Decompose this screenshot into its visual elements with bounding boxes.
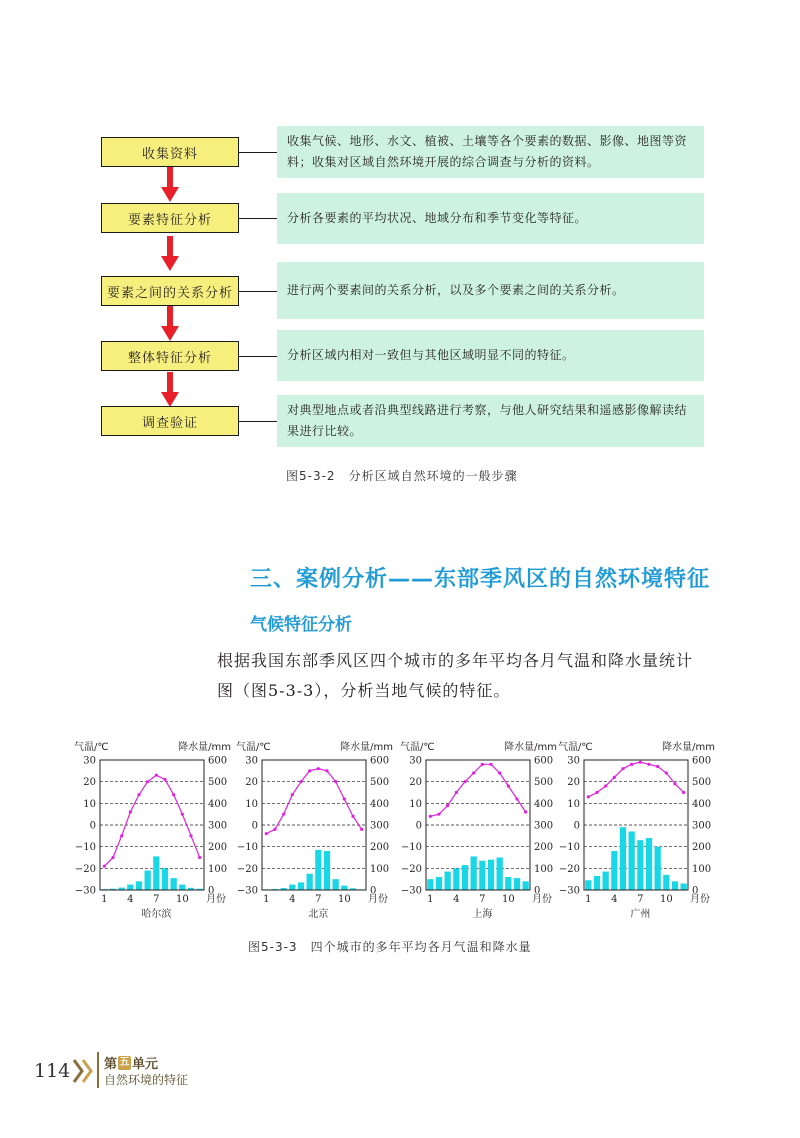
precip-bar	[324, 851, 330, 890]
y-tick-right: 100	[534, 863, 554, 875]
temperature-point	[507, 784, 510, 787]
temperature-point	[437, 813, 440, 816]
temperature-point	[630, 763, 633, 766]
temperature-point	[282, 813, 285, 816]
temperature-point	[343, 797, 346, 800]
precip-bar	[514, 878, 520, 890]
precip-bar	[594, 876, 600, 890]
temperature-point	[137, 793, 140, 796]
temperature-point	[639, 761, 642, 764]
flow-desc-overall-analysis: 分析区域内相对一致但与其他区域明显不同的特征。	[277, 330, 704, 381]
flow-step-verify: 调查验证	[101, 406, 239, 436]
x-axis-label: 月份	[532, 894, 552, 905]
y-tick-left: −20	[400, 863, 422, 875]
y-tick-left: 30	[567, 755, 580, 767]
temperature-point	[103, 865, 106, 868]
y-tick-left: 30	[245, 755, 258, 767]
y-tick-right: 200	[692, 842, 712, 854]
y-tick-right: 500	[208, 777, 228, 789]
y-tick-right: 300	[692, 820, 712, 832]
precip-bar	[637, 840, 643, 890]
y-tick-left: 10	[567, 798, 580, 810]
y-tick-right: 0	[534, 885, 541, 897]
temperature-point	[265, 832, 268, 835]
temperature-point	[682, 791, 685, 794]
y-tick-right: 600	[208, 755, 228, 767]
y-tick-right: 500	[534, 777, 554, 789]
precip-bar	[462, 865, 468, 890]
precip-bar	[505, 877, 511, 890]
temperature-point	[163, 778, 166, 781]
y-tick-left: −20	[236, 863, 258, 875]
precip-bar	[171, 878, 177, 890]
connector-line	[239, 356, 277, 357]
city-name: 哈尔滨	[141, 909, 172, 920]
down-arrow-icon	[160, 167, 180, 203]
y-tick-left: −30	[74, 885, 96, 897]
connector-line	[239, 152, 277, 153]
temperature-line	[104, 775, 199, 866]
x-tick: 7	[637, 894, 644, 905]
precip-bar	[672, 881, 678, 890]
y-tick-left: 0	[251, 820, 258, 832]
y-tick-right: 400	[534, 798, 554, 810]
y-axis-right-label: 降水量/mm	[340, 742, 393, 753]
y-axis-right-label: 降水量/mm	[178, 742, 231, 753]
temperature-point	[515, 797, 518, 800]
y-tick-left: −20	[74, 863, 96, 875]
temperature-point	[446, 804, 449, 807]
y-tick-right: 300	[370, 820, 390, 832]
flow-step-element-analysis: 要素特征分析	[101, 203, 239, 233]
temperature-point	[498, 771, 501, 774]
temperature-point	[334, 780, 337, 783]
climate-chart-beijing	[236, 738, 394, 926]
y-tick-left: −20	[558, 863, 580, 875]
flow-desc-element-analysis: 分析各要素的平均状况、地域分布和季节变化等特征。	[277, 193, 704, 244]
y-tick-left: 30	[409, 755, 422, 767]
y-tick-left: 30	[83, 755, 96, 767]
city-name: 广州	[630, 909, 651, 920]
temperature-point	[146, 780, 149, 783]
temperature-point	[155, 774, 158, 777]
temperature-point	[613, 776, 616, 779]
temperature-point	[120, 834, 123, 837]
x-tick: 10	[501, 894, 515, 905]
temperature-point	[524, 810, 527, 813]
flow-step-overall-analysis: 整体特征分析	[101, 341, 239, 371]
y-tick-left: 0	[89, 820, 96, 832]
temperature-point	[273, 828, 276, 831]
unit-prefix: 第	[104, 1057, 118, 1072]
y-tick-left: 20	[245, 777, 258, 789]
temperature-point	[656, 765, 659, 768]
precip-bar	[629, 832, 635, 891]
temperature-point	[172, 793, 175, 796]
y-tick-right: 600	[692, 755, 712, 767]
y-tick-left: 20	[567, 777, 580, 789]
precip-bar	[611, 851, 617, 890]
y-tick-right: 400	[208, 798, 228, 810]
y-tick-left: 10	[83, 798, 96, 810]
x-tick: 4	[611, 894, 618, 905]
climate-chart-guangzhou	[558, 738, 716, 926]
temperature-point	[181, 813, 184, 816]
y-tick-right: 300	[534, 820, 554, 832]
flow-desc-verify: 对典型地点或者沿典型线路进行考察，与他人研究结果和遥感影像解读结果进行比较。	[277, 395, 704, 447]
down-arrow-icon	[160, 236, 180, 272]
y-tick-right: 0	[370, 885, 377, 897]
x-tick: 4	[127, 894, 134, 905]
temperature-point	[299, 780, 302, 783]
chevron-right-icon	[72, 1058, 96, 1084]
y-axis-left-label: 气温/℃	[400, 742, 435, 753]
y-tick-left: 0	[573, 820, 580, 832]
y-tick-right: 400	[370, 798, 390, 810]
climate-chart-harbin	[74, 738, 232, 926]
unit-title: 自然环境的特征	[104, 1073, 189, 1087]
temperature-point	[317, 767, 320, 770]
flow-desc-collect: 收集气候、地形、水文、植被、土壤等各个要素的数据、影像、地图等资料；收集对区域自然环境开展的综合调查与分析的资料。	[277, 126, 704, 178]
temperature-point	[429, 815, 432, 818]
temperature-point	[308, 769, 311, 772]
precip-bar	[436, 877, 442, 890]
city-name: 上海	[472, 909, 493, 920]
y-tick-right: 600	[534, 755, 554, 767]
precip-bar	[646, 838, 652, 890]
y-tick-right: 0	[692, 885, 699, 897]
y-tick-right: 100	[208, 863, 228, 875]
city-name: 北京	[308, 909, 329, 920]
precip-bar	[445, 872, 451, 890]
y-tick-left: −10	[558, 842, 580, 854]
x-axis-label: 月份	[206, 894, 226, 905]
temperature-point	[647, 763, 650, 766]
body-paragraph-line1: 根据我国东部季风区四个城市的多年平均各月气温和降水量统计	[217, 651, 694, 670]
y-tick-right: 500	[692, 777, 712, 789]
precip-bar	[479, 861, 485, 890]
y-tick-left: 20	[409, 777, 422, 789]
x-axis-label: 月份	[368, 894, 388, 905]
x-tick: 4	[453, 894, 460, 905]
down-arrow-icon	[160, 372, 180, 408]
y-tick-left: −10	[74, 842, 96, 854]
y-tick-right: 200	[534, 842, 554, 854]
figure-caption: 图5-3-2 分析区域自然环境的一般步骤	[286, 469, 518, 483]
y-axis-left-label: 气温/℃	[236, 742, 271, 753]
precip-bar	[585, 880, 591, 890]
temperature-point	[360, 828, 363, 831]
body-paragraph-line2: 图（图5-3-3），分析当地气候的特征。	[217, 681, 511, 700]
x-tick: 10	[175, 894, 189, 905]
unit-number-badge: 五	[119, 1056, 130, 1068]
footer-divider	[97, 1052, 99, 1088]
precip-bar	[127, 885, 133, 890]
connector-line	[239, 218, 277, 219]
temperature-point	[587, 795, 590, 798]
precip-bar	[333, 879, 339, 890]
precip-bar	[315, 850, 321, 890]
climate-chart-shanghai	[400, 738, 558, 926]
connector-line	[239, 421, 277, 422]
precip-bar	[153, 856, 159, 890]
temperature-point	[481, 763, 484, 766]
y-tick-right: 200	[208, 842, 228, 854]
y-tick-left: −10	[236, 842, 258, 854]
precip-bar	[488, 860, 494, 890]
x-tick: 10	[337, 894, 351, 905]
precip-bar	[453, 868, 459, 890]
x-tick: 1	[101, 894, 108, 905]
precip-bar	[298, 882, 304, 890]
temperature-point	[351, 815, 354, 818]
y-tick-left: −30	[558, 885, 580, 897]
temperature-point	[129, 810, 132, 813]
precip-bar	[341, 886, 347, 890]
temperature-point	[472, 771, 475, 774]
precip-bar	[162, 868, 168, 890]
precip-bar	[136, 881, 142, 890]
y-axis-right-label: 降水量/mm	[662, 742, 715, 753]
y-tick-left: −30	[400, 885, 422, 897]
precip-bar	[681, 884, 687, 891]
unit-suffix: 单元	[132, 1057, 159, 1072]
y-axis-right-label: 降水量/mm	[504, 742, 557, 753]
y-axis-left-label: 气温/℃	[558, 742, 593, 753]
temperature-point	[189, 834, 192, 837]
x-tick: 4	[289, 894, 296, 905]
y-tick-left: 10	[245, 798, 258, 810]
precip-bar	[497, 858, 503, 891]
temperature-point	[489, 763, 492, 766]
precip-bar	[471, 856, 477, 890]
precip-bar	[307, 874, 313, 890]
flow-step-relation-analysis: 要素之间的关系分析	[101, 276, 239, 306]
unit-label	[104, 1053, 158, 1072]
y-tick-left: 20	[83, 777, 96, 789]
y-tick-right: 200	[370, 842, 390, 854]
x-tick: 7	[315, 894, 322, 905]
precip-bar	[427, 879, 433, 890]
connector-line	[239, 291, 277, 292]
temperature-point	[595, 791, 598, 794]
temperature-point	[621, 767, 624, 770]
y-tick-left: −30	[236, 885, 258, 897]
temperature-point	[604, 784, 607, 787]
temperature-point	[455, 791, 458, 794]
y-tick-right: 500	[370, 777, 390, 789]
y-tick-right: 100	[692, 863, 712, 875]
flow-desc-relation-analysis: 进行两个要素间的关系分析，以及多个要素之间的关系分析。	[277, 262, 704, 319]
temperature-line	[588, 762, 683, 797]
charts-caption: 图5-3-3 四个城市的多年平均各月气温和降水量	[248, 940, 532, 954]
precip-bar	[655, 847, 661, 890]
down-arrow-icon	[160, 306, 180, 342]
x-tick: 7	[479, 894, 486, 905]
y-tick-right: 0	[208, 885, 215, 897]
x-tick: 1	[427, 894, 434, 905]
y-tick-left: −10	[400, 842, 422, 854]
temperature-point	[665, 771, 668, 774]
precip-bar	[603, 872, 609, 890]
temperature-point	[673, 782, 676, 785]
x-tick: 7	[153, 894, 160, 905]
precip-bar	[289, 885, 295, 890]
x-tick: 10	[659, 894, 673, 905]
subsection-title: 气候特征分析	[250, 615, 352, 635]
precip-bar	[620, 827, 626, 890]
temperature-point	[291, 793, 294, 796]
precip-bar	[663, 875, 669, 890]
page-number: 114	[34, 1060, 71, 1082]
y-tick-left: 10	[409, 798, 422, 810]
section-title: 三、案例分析——东部季风区的自然环境特征	[250, 567, 711, 592]
y-tick-left: 0	[415, 820, 422, 832]
y-tick-right: 300	[208, 820, 228, 832]
x-tick: 1	[585, 894, 592, 905]
precip-bar	[523, 881, 529, 890]
temperature-point	[463, 780, 466, 783]
temperature-line	[430, 764, 525, 816]
y-axis-left-label: 气温/℃	[74, 742, 109, 753]
temperature-line	[266, 769, 361, 834]
y-tick-right: 600	[370, 755, 390, 767]
temperature-point	[325, 769, 328, 772]
y-tick-right: 400	[692, 798, 712, 810]
x-tick: 1	[263, 894, 270, 905]
y-tick-right: 100	[370, 863, 390, 875]
x-axis-label: 月份	[690, 894, 710, 905]
precip-bar	[179, 885, 185, 890]
flow-step-collect: 收集资料	[101, 137, 239, 167]
temperature-point	[198, 856, 201, 859]
temperature-point	[111, 856, 114, 859]
precip-bar	[145, 871, 151, 891]
